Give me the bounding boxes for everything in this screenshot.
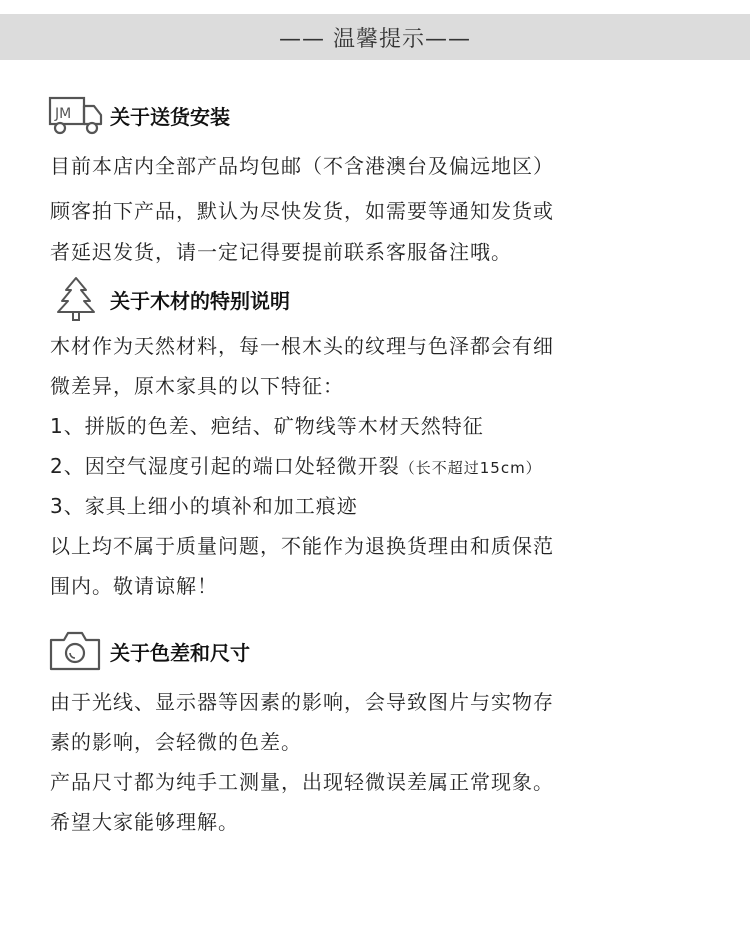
section-color-title: 关于色差和尺寸 xyxy=(110,640,250,665)
section-wood-header xyxy=(48,276,290,322)
truck-logo-text: JM xyxy=(55,106,72,122)
delivery-line-2: 顾客拍下产品，默认为尽快发货，如需要等通知发货或 xyxy=(50,199,554,223)
section-delivery-title: 关于送货安装 xyxy=(110,104,230,129)
camera-icon xyxy=(48,628,104,674)
tree-icon xyxy=(48,276,104,322)
color-line-1: 由于光线、显示器等因素的影响，会导致图片与实物存 xyxy=(50,690,554,714)
wood-line-1: 木材作为天然材料，每一根木头的纹理与色泽都会有细 xyxy=(50,334,554,358)
wood-line-4 xyxy=(50,450,542,479)
wood-line-2: 微差异，原木家具的以下特征： xyxy=(50,374,344,398)
wood-line-4-text: 2、因空气湿度引起的端口处轻微开裂 xyxy=(50,454,400,478)
wood-line-3: 1、拼版的色差、疤结、矿物线等木材天然特征 xyxy=(50,414,484,438)
wood-line-4-note: （长不超过15cm） xyxy=(399,459,542,477)
delivery-truck-icon xyxy=(48,92,104,138)
wood-line-7: 围内。敬请谅解！ xyxy=(50,574,218,598)
color-line-3: 产品尺寸都为纯手工测量，出现轻微误差属正常现象。 xyxy=(50,770,554,794)
page-title: —— 温馨提示—— xyxy=(279,26,471,52)
wood-line-6: 以上均不属于质量问题，不能作为退换货理由和质保范 xyxy=(50,534,554,558)
color-line-2: 素的影响，会轻微的色差。 xyxy=(50,730,302,754)
color-line-4: 希望大家能够理解。 xyxy=(50,810,239,834)
delivery-line-1: 目前本店内全部产品均包邮（不含港澳台及偏远地区） xyxy=(50,154,554,178)
header-bar xyxy=(0,14,750,60)
wood-line-5: 3、家具上细小的填补和加工痕迹 xyxy=(50,494,358,518)
section-delivery-header xyxy=(48,92,230,138)
section-color-header xyxy=(48,628,250,674)
delivery-line-3: 者延迟发货，请一定记得要提前联系客服备注哦。 xyxy=(50,240,512,264)
section-wood-title: 关于木材的特别说明 xyxy=(110,288,290,313)
